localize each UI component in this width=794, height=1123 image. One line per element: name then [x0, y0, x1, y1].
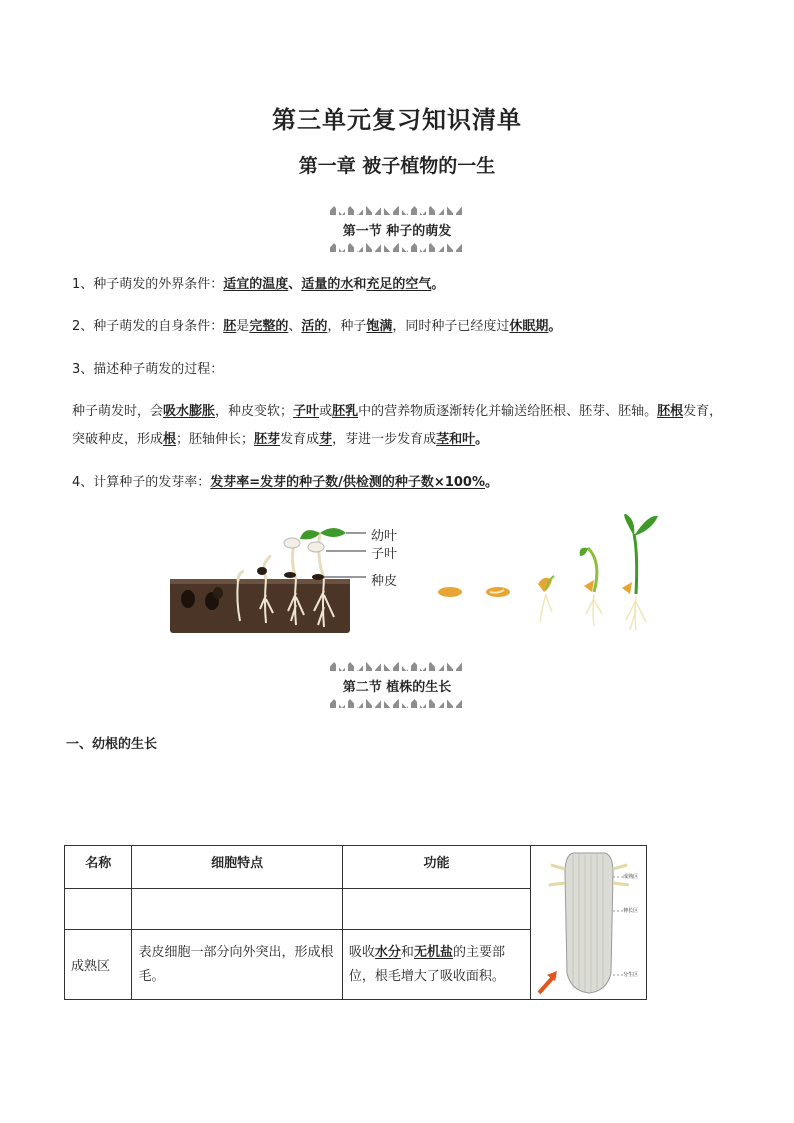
leaf	[634, 516, 658, 536]
item-4-prefix: 4、计算种子的发芽率：	[72, 475, 211, 490]
germination-diagram	[166, 515, 406, 635]
text: ，同时种子已经度过	[392, 319, 510, 334]
page-title: 第三单元复习知识清单	[272, 106, 522, 134]
keyword: 芽	[319, 432, 333, 447]
seed-coat	[284, 572, 296, 578]
process-paragraph	[72, 398, 724, 454]
text: 或	[319, 404, 333, 419]
root	[586, 594, 602, 626]
zone-label: 成熟区	[623, 873, 639, 880]
keyword: 胚根	[657, 404, 684, 419]
text: 发育成	[280, 432, 320, 447]
cotyledon	[284, 538, 300, 548]
seed-coat	[312, 574, 324, 580]
seed	[438, 587, 462, 597]
keyword: 充足的空气	[366, 277, 432, 292]
decorative-border-top	[330, 206, 464, 215]
text: 是	[236, 319, 250, 334]
root	[626, 596, 646, 630]
label-young-leaf: 幼叶	[371, 529, 398, 544]
text: ；胚轴伸长；	[176, 432, 255, 447]
keyword: 胚乳	[332, 404, 359, 419]
young-leaf	[300, 530, 320, 539]
leaf	[580, 548, 588, 556]
label-seed-coat: 种皮	[371, 574, 398, 589]
root-tip-figure	[533, 849, 643, 997]
root-table	[64, 845, 647, 1000]
keyword: 休眠期	[509, 319, 549, 334]
keyword: 完整的	[249, 319, 289, 334]
text: ，种皮变软；	[215, 404, 294, 419]
decorative-border-bottom	[330, 243, 464, 252]
cotyledon	[308, 542, 324, 552]
text: 、	[288, 319, 302, 334]
end-mark: 。	[431, 277, 445, 292]
section-title: 第一节 种子的萌发	[342, 224, 452, 239]
subsection-title: 一、幼根的生长	[66, 737, 158, 752]
cell-function	[342, 930, 530, 1000]
text: 和	[400, 944, 414, 960]
seed-coat	[257, 567, 267, 575]
text: 发育，突破种皮，形成	[72, 404, 723, 447]
root-tip	[565, 853, 613, 993]
separator: 和	[353, 277, 367, 292]
zone-label: 伸长区	[623, 907, 639, 914]
keyword: 根	[163, 432, 177, 447]
seedling	[622, 582, 632, 594]
keyword: 适宜的温度	[223, 277, 289, 292]
text: 中的营养物质逐渐转化并输送给胚根、胚芽、胚轴。	[358, 404, 658, 419]
text: ，芽进一步发育成	[332, 432, 437, 447]
item-4	[72, 469, 722, 497]
section-header-2	[297, 662, 497, 708]
header-feature: 细胞特点	[132, 846, 342, 889]
keyword: 吸水膨胀	[163, 404, 216, 419]
stem	[319, 533, 324, 579]
stem	[264, 555, 270, 579]
seed	[213, 587, 223, 599]
keyword: 胚	[223, 319, 237, 334]
seed	[181, 590, 195, 608]
keyword: 胚芽	[254, 432, 281, 447]
cell-name: 成熟区	[65, 930, 132, 1000]
end-mark: 。	[475, 432, 489, 447]
end-mark: 。	[548, 319, 562, 334]
germination-sequence	[434, 510, 670, 638]
keyword: 无机盐	[413, 944, 453, 960]
section-header-1	[297, 206, 497, 252]
text: 种子萌发时，会	[72, 404, 164, 419]
item-1-prefix: 1、种子萌发的外界条件：	[72, 277, 224, 292]
decorative-border-top	[330, 662, 464, 671]
keyword: 饱满	[366, 319, 393, 334]
decorative-border-bottom	[330, 699, 464, 708]
zone-label: 分生区	[623, 971, 639, 978]
keyword: 茎和叶	[436, 432, 476, 447]
item-2	[72, 313, 722, 341]
header-name: 名称	[65, 846, 132, 889]
leaf	[624, 514, 634, 536]
header-function: 功能	[342, 846, 530, 889]
young-leaf	[320, 528, 346, 537]
chapter-title: 第一章 被子植物的一生	[298, 155, 496, 177]
root	[540, 594, 552, 622]
table-cell	[65, 889, 132, 930]
keyword: 子叶	[293, 404, 320, 419]
item-3: 3、描述种子萌发的过程：	[72, 362, 224, 377]
cell-feature: 表皮细胞一部分向外突出，形成根毛。	[132, 930, 342, 1000]
label-cotyledon: 子叶	[371, 547, 398, 562]
item-1	[72, 271, 722, 299]
text: 的主要部位，根毛增大了吸收面积。	[348, 944, 505, 984]
formula: 发芽率=发芽的种子数/供检测的种子数×100%	[210, 475, 485, 490]
stem	[634, 534, 637, 594]
section-title: 第二节 植株的生长	[342, 680, 452, 695]
text: 吸收	[348, 944, 375, 960]
keyword: 活的	[301, 319, 328, 334]
table-header-row	[65, 846, 647, 889]
end-mark: 。	[484, 475, 498, 490]
separator: 、	[288, 277, 302, 292]
item-2-prefix: 2、种子萌发的自身条件：	[72, 319, 224, 334]
root-tip-image-cell	[531, 846, 647, 1000]
text: ，种子	[327, 319, 367, 334]
table-cell	[342, 889, 530, 930]
keyword: 适量的水	[301, 277, 354, 292]
keyword: 水分	[374, 944, 401, 960]
seedling	[584, 580, 594, 592]
table-cell	[132, 889, 342, 930]
